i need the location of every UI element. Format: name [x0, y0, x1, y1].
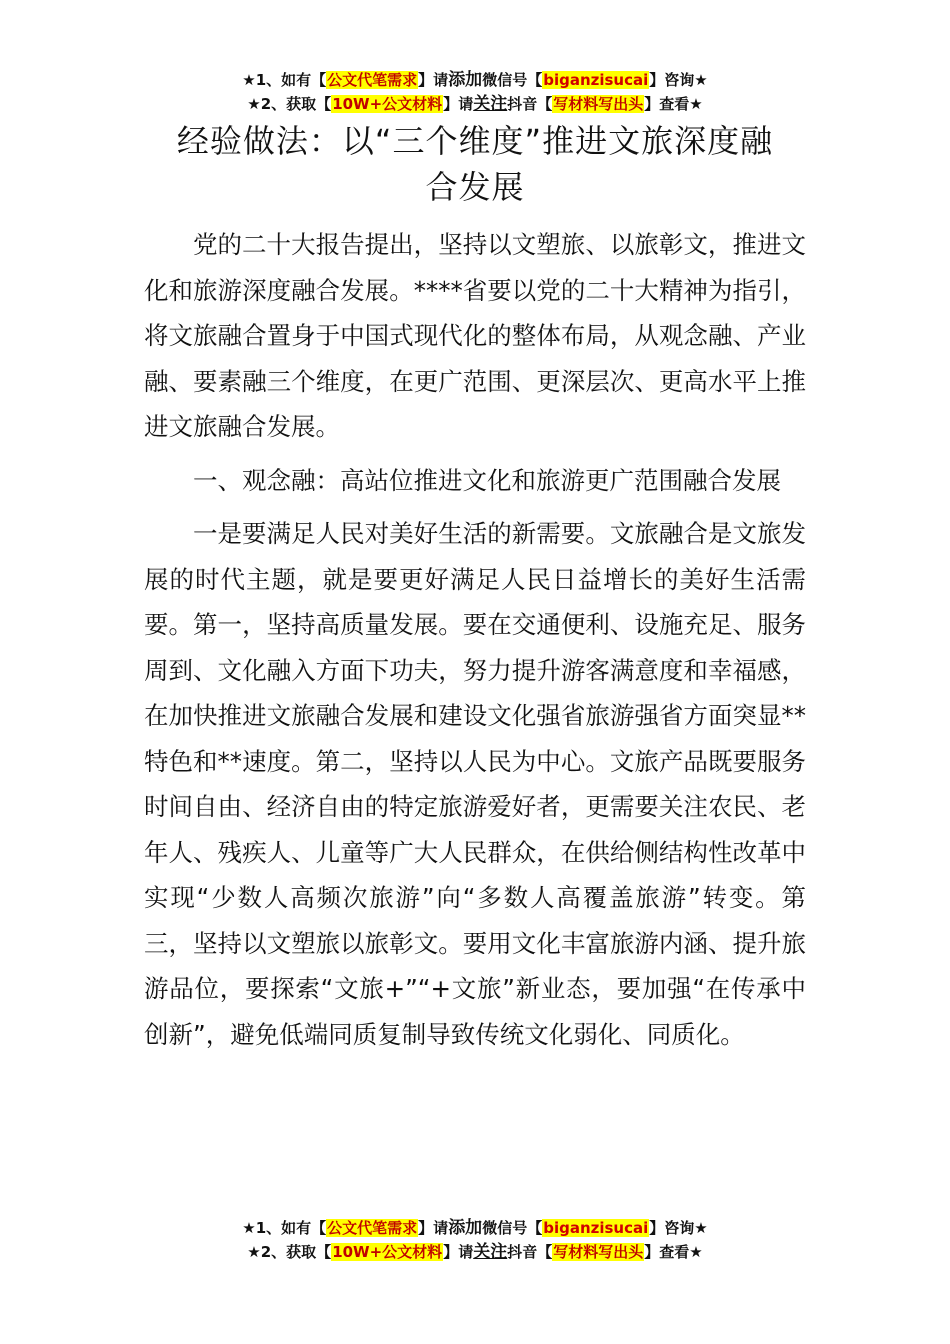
banner-text: ★1、如有【: [242, 1219, 327, 1237]
banner-text: 抖音【: [507, 95, 553, 113]
paragraph-intro: 党的二十大报告提出，坚持以文塑旅、以旅彰文，推进文化和旅游深度融合发展。****省要以党的二十大精神为指引，将文旅融合置身于中国式现代化的整体布局，从观念融、产业融、要素融三个维度，在更广范围、更深层次、更高水平上推进文旅融合发展。: [144, 230, 806, 441]
banner-line-1: [0, 1216, 950, 1240]
banner-text: ★2、获取【: [247, 1243, 332, 1261]
banner-text: 】咨询★: [649, 1219, 708, 1237]
highlight-materials: 10W+公文材料: [332, 1243, 443, 1261]
highlight-wechat-id: biganzisucai: [543, 1219, 649, 1237]
highlight-materials: 10W+公文材料: [332, 95, 443, 113]
banner-text: 抖音【: [507, 1243, 553, 1261]
banner-emphasis: 添加: [448, 70, 483, 90]
banner-text: 】请: [443, 95, 474, 113]
banner-text: 】请: [418, 1219, 449, 1237]
banner-text: 】请: [443, 1243, 474, 1261]
banner-emphasis: 关注: [473, 1242, 508, 1262]
banner-text: 微信号【: [482, 1219, 543, 1237]
banner-line-2: [0, 92, 950, 116]
banner-text: 】咨询★: [649, 71, 708, 89]
banner-text: 】查看★: [644, 1243, 703, 1261]
highlight-service: 公文代笔需求: [327, 1219, 418, 1237]
paragraph-body: 一是要满足人民对美好生活的新需要。文旅融合是文旅发展的时代主题，就是要更好满足人民日益增长的美好生活需要。第一，坚持高质量发展。要在交通便利、设施充足、服务周到、文化融入方面下功夫，努力提升游客满意度和幸福感，在加快推进文旅融合发展和建设文化强省旅游强省方面突显**特色和**速度。第二，坚持以人民为中心。文旅产品既要服务时间自由、经济自由的特定旅游爱好者，更需要关注农民、老年人、残疾人、儿童等广大人民群众，在供给侧结构性改革中实现“少数人高频次旅游”向“多数人高覆盖旅游”转变。第三，坚持以文塑旅以旅彰文。要用文化丰富旅游内涵、提升旅游品位，要探索“文旅+”“+文旅”新业态，要加强“在传承中创新”，避免低端同质复制导致传统文化弱化、同质化。: [144, 519, 806, 1049]
banner-line-1: [0, 68, 950, 92]
bottom-banner: [0, 1216, 950, 1264]
top-banner: [0, 68, 950, 116]
document-body: [144, 222, 806, 1065]
document-title: [140, 118, 810, 210]
banner-text: 】查看★: [644, 95, 703, 113]
banner-text: ★1、如有【: [242, 71, 327, 89]
banner-emphasis: 关注: [473, 94, 508, 114]
highlight-douyin: 写材料写出头: [553, 95, 644, 113]
banner-text: 微信号【: [482, 71, 543, 89]
title-line-2: 合发展: [425, 168, 525, 206]
highlight-douyin: 写材料写出头: [553, 1243, 644, 1261]
highlight-service: 公文代笔需求: [327, 71, 418, 89]
section-heading: 一、观念融：高站位推进文化和旅游更广范围融合发展: [193, 465, 781, 495]
highlight-wechat-id: biganzisucai: [543, 71, 649, 89]
banner-line-2: [0, 1240, 950, 1264]
banner-emphasis: 添加: [448, 1218, 483, 1238]
banner-text: 】请: [418, 71, 449, 89]
title-line-1: 经验做法：以“三个维度”推进文旅深度融: [176, 122, 774, 160]
banner-text: ★2、获取【: [247, 95, 332, 113]
